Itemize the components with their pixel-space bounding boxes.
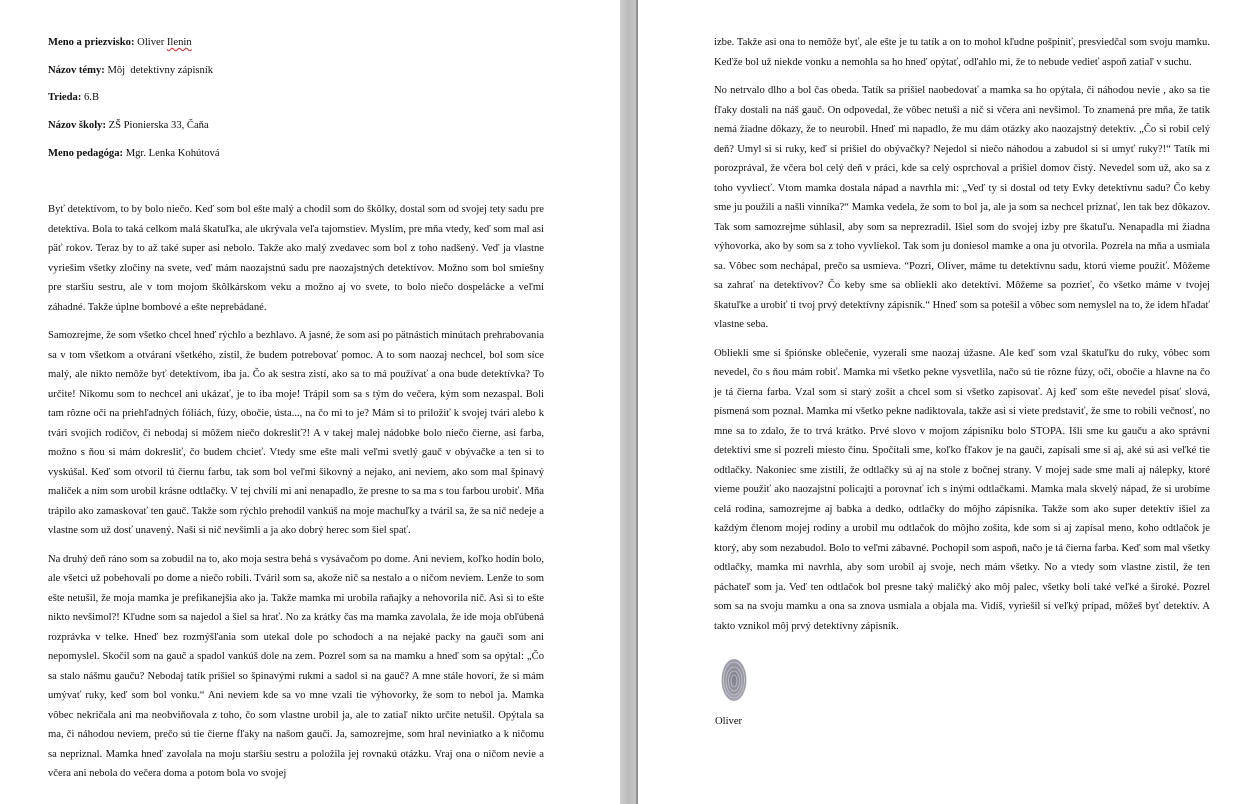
class-label: Trieda: <box>48 92 82 103</box>
field-name <box>48 33 192 53</box>
document-page-right <box>638 0 1243 804</box>
signature-name: Oliver <box>715 716 743 727</box>
paragraph: Na druhý deň ráno som sa zobudil na to, ako moja sestra behá s vysávačom po dome. Ani neviem, koľko hodín bolo, ale všetci už pobehovali po dome a niečo robili. Tváril som sa, akože nič sa nestalo a o ničom neviem. Lenže to som ešte netušil, že moja mamka je prefikanejšia ako ja. Takže mamka mi urobila raňajky a nehovorila nič. Asi si to ešte nikto nevšimol?! Kľudne som sa najedol a šiel sa hrať. No za krátky čas ma mamka zavolala, že ide moja obľúbená rozprávka v telke. Hneď bez rozmýšľania som utekal dole po schodoch a na nejaké packy na gauči som ani nepomyslel. Skočil som na gauč a spadol vankúš dole na zem. Pozrel som sa na mamku a hneď som sa opýtal: „Čo sa stalo nášmu gauču? Nebodaj tatík prišiel so špinavými rukmi a sadol si na gauč? A mne stále hovorí, že si mám umývať ruky, keď som bol vonku.“ Ani neviem kde sa vo mne vzali tie výhovorky, že som to nebol ja. Mamka vôbec nekričala ani ma neobviňovala z toho, čo som vlastne urobil ja, ale to zatiaľ nikto určite netušil. Opýtala sa ma, či náhodou neviem, prečo sú tie čierne fľaky na našom gauči. Ja, samozrejme, som hral neviniatko a k ničomu sa nepriznal. Mamka hneď zavolala na moju staršiu sestru a položila jej rovnakú otázku. Vraj ona o ničom nevie a včera ani nebola do večera doma a potom bola vo svojej <box>48 553 544 779</box>
field-teacher <box>48 144 220 164</box>
paragraph: Byť detektívom, to by bolo niečo. Keď som bol ešte malý a chodil som do škôlky, dostal som od svojej tety sadu pre detektíva. Bola to taká celkom malá škatuľka, ale ukrývala veľa tajomstiev. Myslím, pre mňa vtedy, keď som mal asi päť rokov. Teraz by to až také super asi nebolo. Takže ako malý zvedavec som bol z toho nadšený. Veď ja vlastne vyriešim všetky zločiny na svete, veď mám naozajstnú sadu pre naozajstných detektívov. Možno som bol smiešny pre staršiu sestru, ale v tom mojom škôlkárskom veku a možno aj vo svete, to bolo niečo dospelácke a veľmi záhadné. Takže úplne bombové a ešte neprebádané. <box>48 204 544 313</box>
field-topic <box>48 61 213 81</box>
body-text-right <box>714 33 1210 636</box>
topic-value: Môj detektívny zápisník <box>107 65 214 76</box>
name-label: Meno a priezvisko: <box>48 37 135 48</box>
field-class <box>48 88 99 108</box>
school-value: ZŠ Pionierska 33, Čaňa <box>108 120 209 131</box>
teacher-value: Mgr. Lenka Kohútová <box>125 148 220 159</box>
teacher-label: Meno pedagóga: <box>48 148 124 159</box>
name-first: Oliver <box>137 37 165 48</box>
school-label: Názov školy: <box>48 120 106 131</box>
document-page-left <box>0 0 620 804</box>
name-last: Ilenin <box>166 37 192 48</box>
body-text-left <box>48 200 544 784</box>
paragraph: izbe. Takže asi ona to nemôže byť, ale ešte je tu tatík a on to mohol kľudne pošpiniť, presviedčal som svoju mamku. Keďže bol už niekde vonku a nemohla sa ho hneď opýtať, odľahlo mi, že to nebude vedieť aspoň zatiaľ v suchu. <box>714 37 1210 68</box>
field-school <box>48 116 209 136</box>
fingerprint-icon <box>720 657 748 708</box>
topic-label: Názov témy: <box>48 65 105 76</box>
paragraph: Samozrejme, že som všetko chcel hneď rýchlo a bezhlavo. A jasné, že som asi po pätnástich minútach prehrabovania sa v tom všetkom a otváraní všetkého, zistil, že budem potrebovať pomoc. A to som naozaj nechcel, bol som síce malý, ale nikto nemôže byť detektívom, iba ja. Čo ak sestra zistí, ako sa to má používať a ona bude detektívka? To určite! Nikomu som to nechcel ani ukázať, je to iba moje! Trápil som sa s tým do večera, kým som nezaspal. Boli tam rôzne oči na priehľadných fóliách, fúzy, obočie, ústa..., na čo mi to je? Mám si to priložiť k svojej tvári alebo k tvári svojich rodičov, či nebodaj si môžem niečo dokresliť?! A v takej malej nádobke bolo niečo čierne, asi farba, možno s ňou si mám dokresliť, čo budem chcieť. Vtedy sme ešte mali veľmi svetlý gauč v obývačke a ten si to vyskúšal. Keď som otvoril tú čiernu farbu, tak som bol veľmi šikovný a nejako, ani neviem, ako som mal špinavý malíček a ním som urobil krásne odtlačky. V tej chvíli mi ani nenapadlo, že presne to sa ma s tou farbou urobiť. Mňa trápilo ako zamaskovať ten gauč. Takže som rýchlo prehodil vankúš na moje machuľky a tváril sa, že sa nič nedeje a vlastne som už dosť unavený. Naši si nič nevšimli a ja ako dobrý herec som šiel spať. <box>48 330 544 536</box>
paragraph: Obliekli sme si špiónske oblečenie, vyzerali sme naozaj úžasne. Ale keď som vzal škatuľku do ruky, vôbec som nevedel, čo s ňou mám robiť. Mamka mi všetko pekne vysvetlila, načo sú tie rôzne fúzy, oči, obočie a hlavne na čo je tá čierna farba. Vzal som si starý zošit a chcel som si všetko zapisovať. Aj keď som ešte nevedel písať slová, písmená som poznal. Mamka mi všetko pekne nadiktovala, takže asi si viete predstaviť, že sme to robili večnosť, no mne sa to zdalo, že to trvá krátko. Prvé slovo v mojom zápisníku bolo STOPA. Išli sme ku gauču a ako správni detektívi sme si pozreli miesto činu. Spočítali sme, koľko fľakov je na gauči, zapísali sme si aj, aké sú asi veľké tie odtlačky. Nakoniec sme zistili, že odtlačky sú aj na stole z bočnej strany. V mojej sade sme mali aj nálepky, ktoré vieme použiť ako naozajstní policajti a porovnať ich s inými odtlačkami. Mamka mala skvelý nápad, že si urobíme celá rodina, samozrejme aj babka a dedko, odtlačky do môjho zápisníka. Takže som ako super detektív išiel za každým členom mojej rodiny a urobil mu odtlačok do môjho zošita, kde som si aj zapísal meno, koho odtlačok je ktorý, aby som nezabudol. Bolo to veľmi zábavné. Pochopil som aspoň, načo je tá čierna farba. Keď som mal všetky odtlačky, mamka mi navrhla, aby som urobil aj svoje, nech mám všetky. No a vtedy som vlastne zistil, že ten páchateľ som ja. Veď ten odtlačok bol presne taký maličký ako môj palec, všetky boli také veľké a široké. Pozrel som sa na svoju mamku a ona sa znova usmiala a objala ma. Vidíš, vyriešil si veľký prípad, môžeš byť detektív. A takto vznikol môj prvý detektívny zápisník. <box>714 347 1210 632</box>
class-value: 6.B <box>84 92 100 103</box>
paragraph: No netrvalo dlho a bol čas obeda. Tatík sa prišiel naobedovať a mamka sa ho opýtala, či náhodou nevie , ako sa tie fľaky dostali na náš gauč. On odpovedal, že vôbec netuší a nič si včera ani nevšimol. To znamená pre mňa, že tatík nemá žiadne dôkazy, že to neurobil. Hneď mi napadlo, že mu dám otázky ako naozajstný detektív. „Čo si robil celý deň? Umyl si si ruky, keď si prišiel do obývačky? Nejedol si niečo náhodou a zabudol si si umyť ruky?!“ Tatík mi porozprával, že včera bol celý deň v práci, kde sa celý osprchoval a prišiel domov čistý. Nevedel som už, ako sa z toho vyvliecť. Vtom mamka dostala nápad a navrhla mi: „Veď ty si dostal od tety Evky detektívnu sadu? Čo keby sme ju použili a našli vinníka?“ Mamka vedela, že som to bol ja, ale ja som sa nechcel priznať, len tak bez dôkazov. Tak som samozrejme súhlasil, aby som sa neprezradil. Išiel som do svojej izby pre škatuľu. Nenapadla mi žiadna výhovorka, ako by som sa z toho vyvliekol. Tak som ju doniesol mamke a ona ju otvorila. Pozrela na mňa a usmiala sa. Vôbec som nechápal, prečo sa usmieva. “Pozri, Oliver, máme tu detektívnu sadu, ktorú vieme použiť. Môžeme sa zahrať na detektívov? Čo keby sme sa obliekli ako detektívi. Môžeme sa pozrieť, čo všetko máme v tvojej škatuľke a urobiť ti tvoj prvý detektívny zápisník.“ Hneď som sa potešil a vôbec som nemyslel na to, že idem hľadať vlastne seba. <box>714 85 1210 330</box>
